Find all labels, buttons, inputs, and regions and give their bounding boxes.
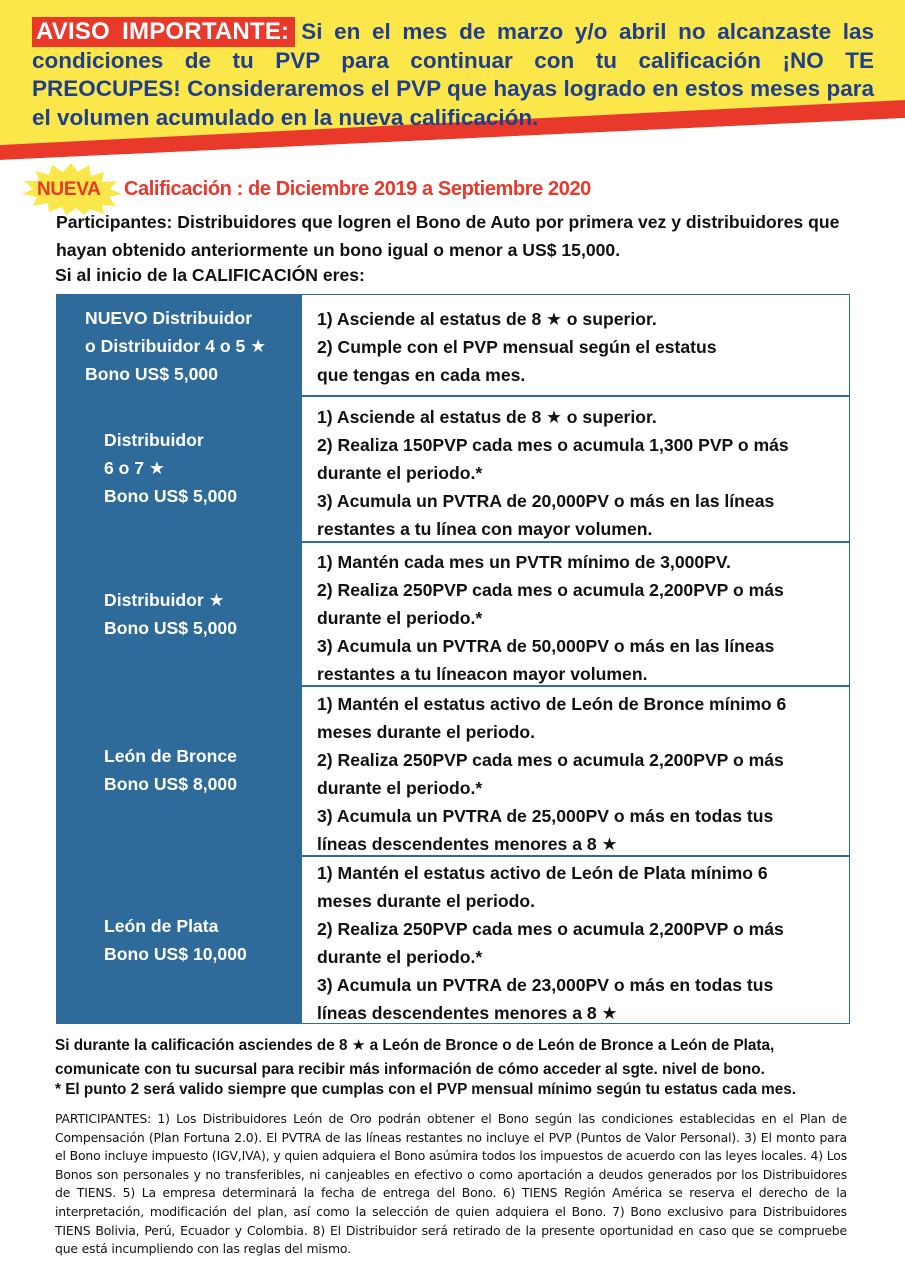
tier-level-line: Distribuidor <box>104 430 204 450</box>
condition-line: durante el periodo.* <box>317 778 483 798</box>
condition-line: durante el periodo.* <box>317 947 483 967</box>
condition-line: 2) Realiza 250PVP cada mes o acumula 2,200PVP o más <box>317 919 784 939</box>
condition-line: 3) Acumula un PVTRA de 25,000PV o más en todas tus <box>317 806 774 826</box>
condition-line: 3) Acumula un PVTRA de 20,000PV o más en las líneas <box>317 491 775 511</box>
condition-line: 1) Asciende al estatus de 8 ★ o superior. <box>317 309 657 329</box>
condition-line: durante el periodo.* <box>317 463 483 483</box>
tier-level-line: Bono US$ 5,000 <box>104 618 237 638</box>
tier-conditions <box>301 542 850 686</box>
condition-line: líneas descendentes menores a 8 ★ <box>317 834 618 854</box>
footnote-point2: * El punto 2 será valido siempre que cumplas con el PVP mensual mínimo según tu estatus cada mes. <box>55 1081 797 1098</box>
condition-line: restantes a tu líneacon mayor volumen. <box>317 664 648 684</box>
qualification-title: Calificación : de Diciembre 2019 a Septiembre 2020 <box>124 178 591 200</box>
condition-line: durante el periodo.* <box>317 608 483 628</box>
participants-text: Participantes: Distribuidores que logren el Bono de Auto por primera vez y distribuidores que hayan obtenido anteriormente un bono igual o menor a US$ 15,000. <box>56 212 840 260</box>
tier-row <box>56 294 850 396</box>
notice-body: Si en el mes de marzo y/o abril no alcanzaste las condiciones de tu PVP para continuar con tu calificación ¡NO TE PREOCUPES! Consideraremos el PVP que hayas logrado en estos meses para el volumen acumulado en la nueva calificación. <box>32 19 875 130</box>
tier-level-line: León de Bronce <box>104 746 237 766</box>
tier-level <box>56 294 301 396</box>
tier-conditions <box>301 686 850 856</box>
notice-label: AVISO IMPORTANTE: <box>32 17 295 47</box>
tier-level <box>56 396 301 542</box>
condition-line: 1) Mantén el estatus activo de León de Bronce mínimo 6 <box>317 694 787 714</box>
tier-conditions <box>301 294 850 396</box>
intro-text: Si al inicio de la CALIFICACIÓN eres: <box>55 265 365 285</box>
tier-level-line: Bono US$ 10,000 <box>104 944 247 964</box>
condition-line: 1) Mantén el estatus activo de León de Plata mínimo 6 <box>317 863 768 883</box>
tier-row <box>56 542 850 686</box>
condition-line: 3) Acumula un PVTRA de 23,000PV o más en todas tus <box>317 975 774 995</box>
tier-level <box>56 542 301 686</box>
tier-level <box>56 686 301 856</box>
notice-banner <box>0 0 905 160</box>
tier-conditions <box>301 856 850 1024</box>
footnote-upgrade: Si durante la calificación asciendes de 8 ★ a León de Bronce o de León de Bronce a León de Plata, comunicate con tu sucursal para recibir más información de cómo acceder al sgte. nivel de bono. <box>55 1037 775 1078</box>
tier-level-line: NUEVO Distribuidor <box>85 308 253 328</box>
tier-level-line: 6 o 7 ★ <box>104 458 165 478</box>
condition-line: 1) Asciende al estatus de 8 ★ o superior. <box>317 407 657 427</box>
new-badge: NUEVA <box>37 179 101 200</box>
condition-line: líneas descendentes menores a 8 ★ <box>317 1003 618 1023</box>
condition-line: restantes a tu línea con mayor volumen. <box>317 519 653 539</box>
condition-line: 3) Acumula un PVTRA de 50,000PV o más en las líneas <box>317 636 775 656</box>
condition-line: 2) Realiza 250PVP cada mes o acumula 2,200PVP o más <box>317 580 784 600</box>
tier-level-line: León de Plata <box>104 916 219 936</box>
condition-line: meses durante el periodo. <box>317 722 536 742</box>
tier-level-line: o Distribuidor 4 o 5 ★ <box>85 336 266 356</box>
condition-line: 2) Realiza 150PVP cada mes o acumula 1,300 PVP o más <box>317 435 789 455</box>
tier-level-line: Distribuidor ★ <box>104 590 225 610</box>
tier-conditions <box>301 396 850 542</box>
tier-row <box>56 686 850 856</box>
condition-line: 2) Realiza 250PVP cada mes o acumula 2,200PVP o más <box>317 750 784 770</box>
tier-level <box>56 856 301 1024</box>
condition-line: 1) Mantén cada mes un PVTR mínimo de 3,000PV. <box>317 552 731 572</box>
tier-level-line: Bono US$ 5,000 <box>104 486 237 506</box>
tier-row <box>56 856 850 1024</box>
tier-level-line: Bono US$ 8,000 <box>104 774 237 794</box>
tier-row <box>56 396 850 542</box>
tier-table <box>56 294 850 1024</box>
notice-text <box>32 18 874 132</box>
condition-line: que tengas en cada mes. <box>317 365 526 385</box>
condition-line: meses durante el periodo. <box>317 891 536 911</box>
legal-terms: PARTICIPANTES: 1) Los Distribuidores León de Oro podrán obtener el Bono según las condiciones establecidas en el Plan de Compensación (Plan Fortuna 2.0). El PVTRA de las líneas restantes no incluye el PVP (Puntos de Valor Personal). 3) El monto para el Bono incluye impuesto (IGV,IVA), y quien adquiera el Bono asúmira todos los impuestos de acuerdo con las leyes locales. 4) Los Bonos son personales y no transferibles, ni canjeables en efectivo o como aportación a deudos generados por los Distribuidores de TIENS. 5) La empresa determinará la fecha de entrega del Bono. 6) TIENS Región América se reserva el derecho de la interpretación, modificación del plan, así como la selección de quien adquiera el Bono. 7) Bono exclusivo para Distribuidores TIENS Bolivia, Perú, Ecuador y Colombia. 8) El Distribuidor será retirado de la presente oportunidad en caso que se compruebe que está incumpliendo con las reglas del mismo. <box>55 1111 847 1257</box>
tier-level-line: Bono US$ 5,000 <box>85 364 218 384</box>
condition-line: 2) Cumple con el PVP mensual según el estatus <box>317 337 717 357</box>
